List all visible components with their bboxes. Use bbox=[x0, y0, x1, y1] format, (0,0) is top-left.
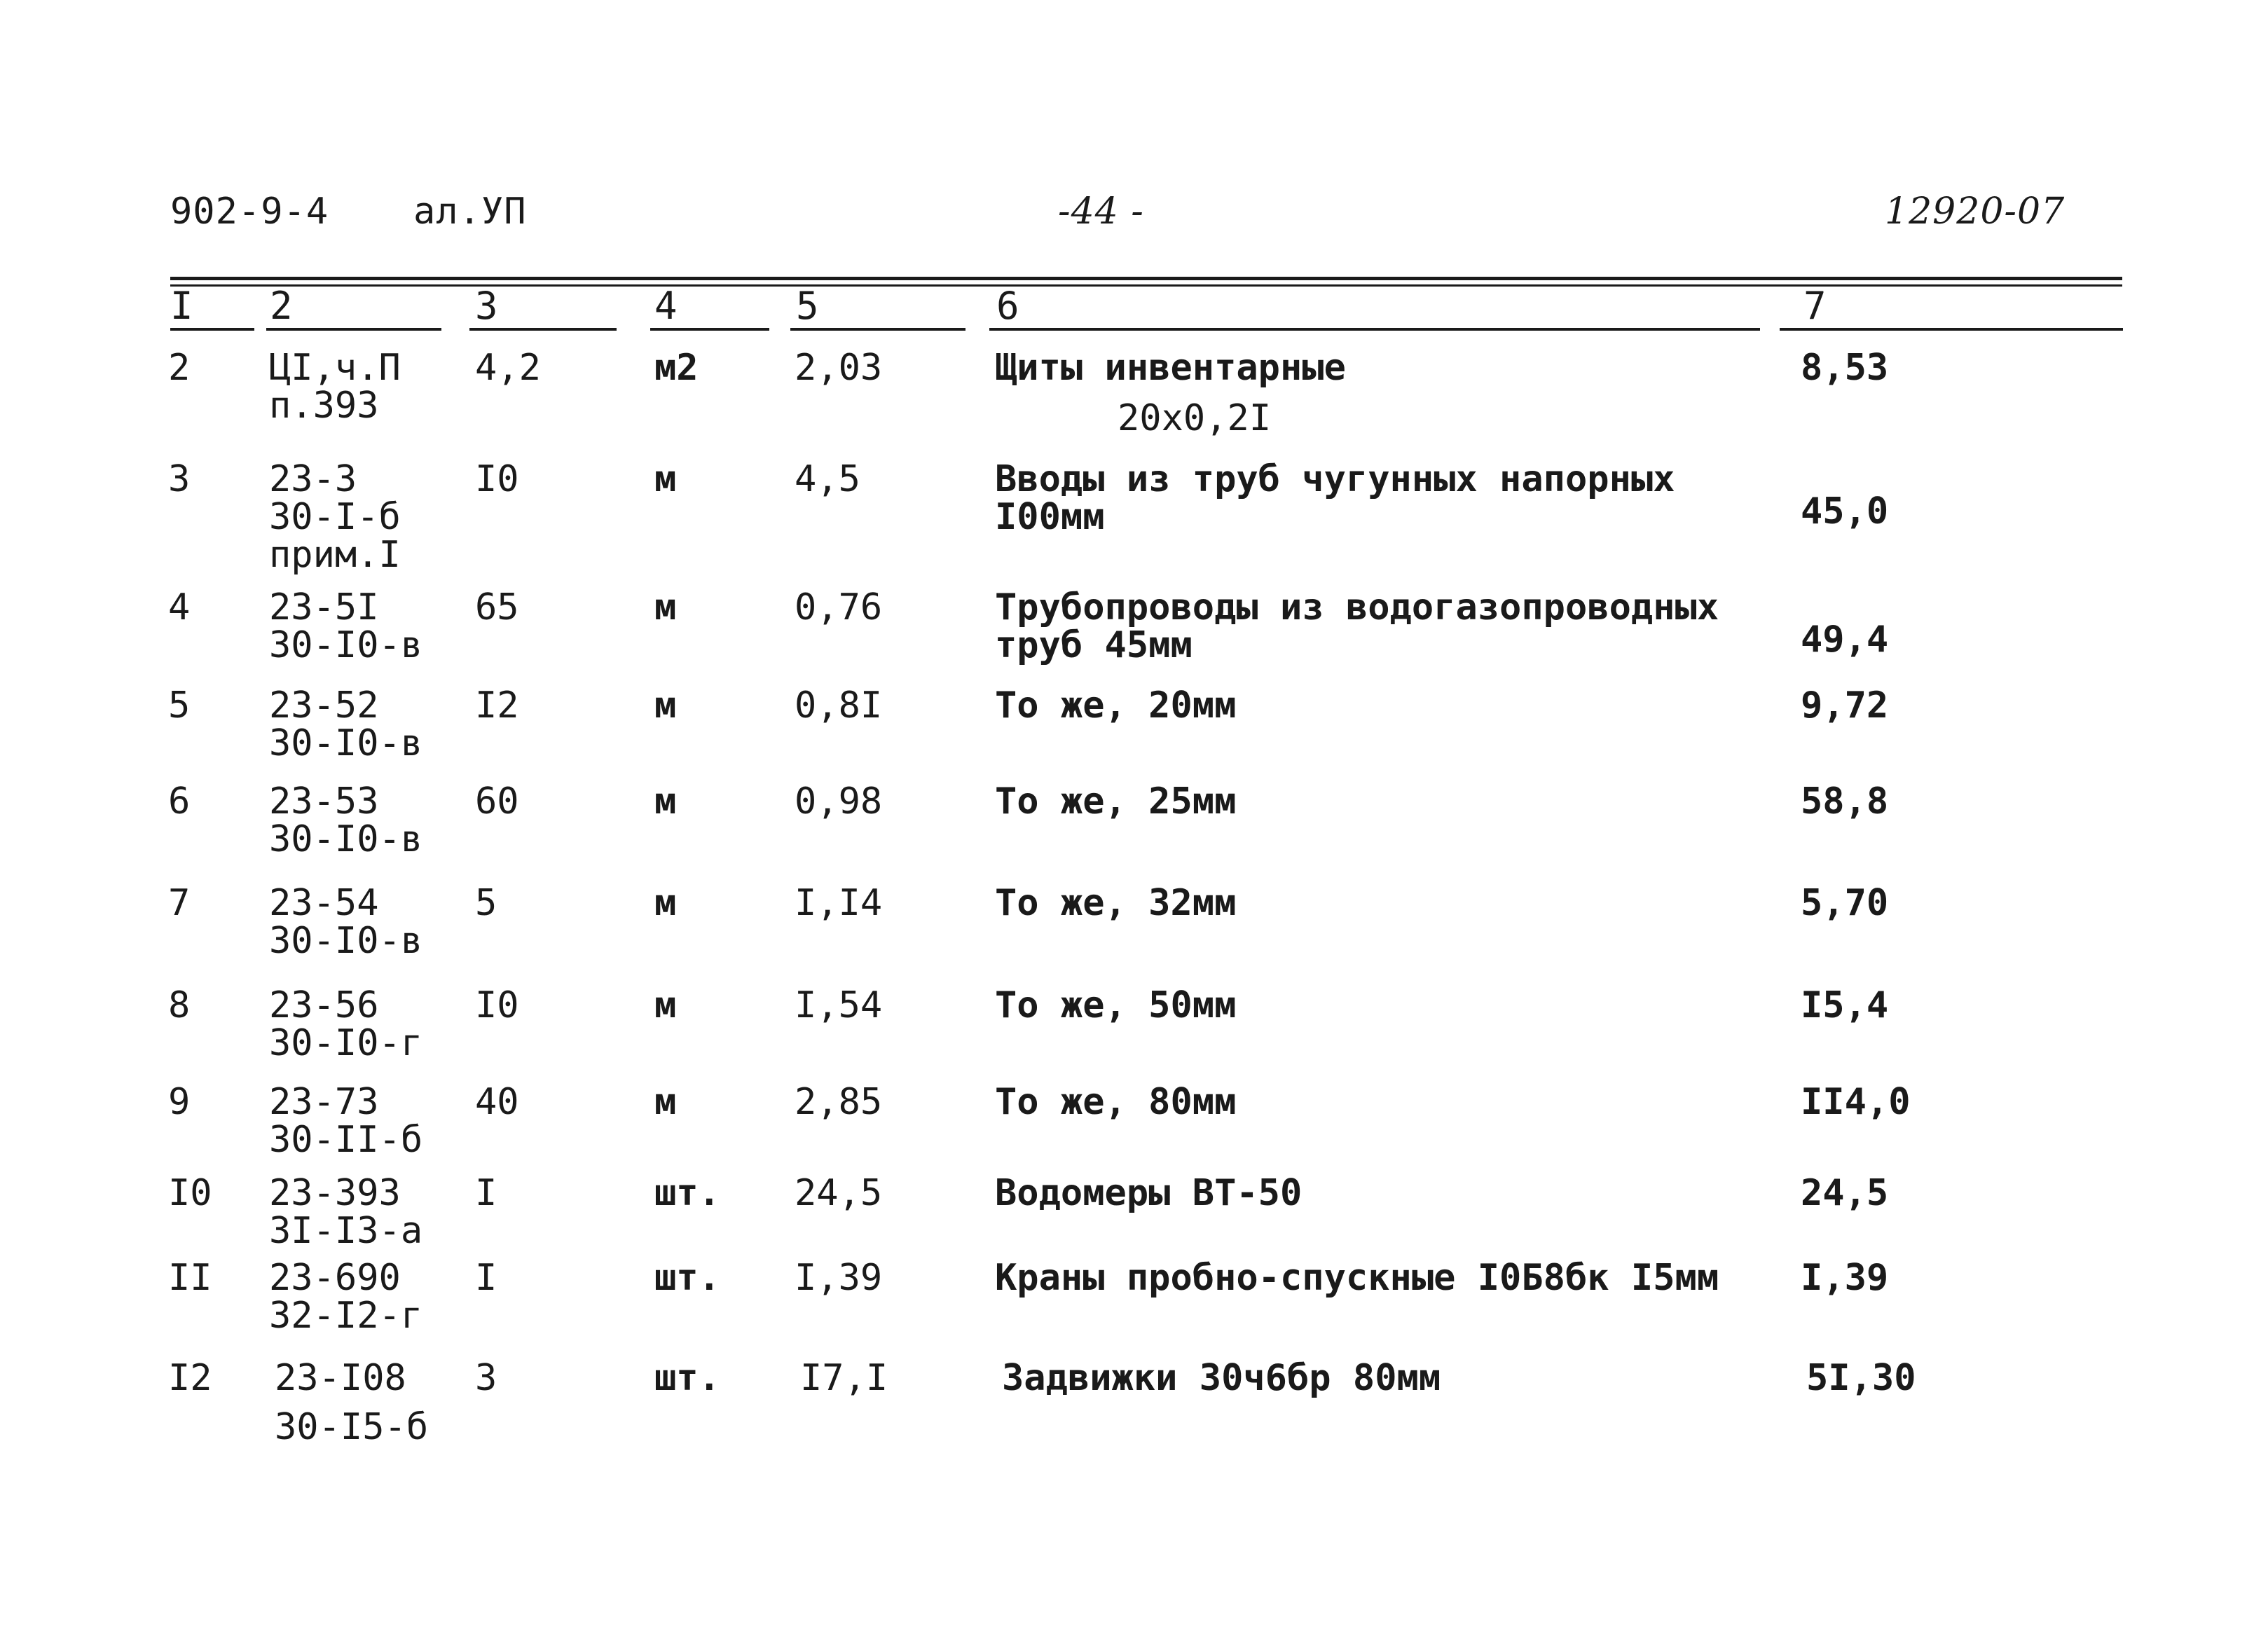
row-unit: м bbox=[654, 684, 677, 727]
header-underline bbox=[469, 328, 617, 331]
row-code: 23-690 32-I2-г bbox=[269, 1257, 423, 1337]
row-quantity: I0 bbox=[475, 458, 519, 500]
row-code: 23-56 30-I0-г bbox=[269, 984, 423, 1064]
row-total: II4,0 bbox=[1801, 1081, 1911, 1123]
row-code: 23-53 30-I0-в bbox=[269, 780, 423, 860]
row-total: 58,8 bbox=[1801, 780, 1889, 823]
row-unit: м2 bbox=[654, 347, 699, 389]
row-quantity: I bbox=[475, 1172, 497, 1214]
row-number: 5 bbox=[168, 684, 191, 727]
column-header-3: 3 bbox=[475, 284, 498, 328]
header-underline bbox=[266, 328, 441, 331]
row-total: 9,72 bbox=[1801, 684, 1889, 727]
row-quantity: I bbox=[475, 1257, 497, 1299]
row-unit: м bbox=[654, 1081, 677, 1123]
row-quantity: 60 bbox=[475, 780, 519, 823]
row-description: Вводы из труб чугунных напорных I00мм bbox=[995, 458, 1675, 538]
row-code: 23-393 3I-I3-а bbox=[269, 1172, 423, 1252]
row-number: II bbox=[168, 1257, 212, 1299]
row-unit-price: I7,I bbox=[800, 1357, 888, 1399]
row-total: 49,4 bbox=[1801, 619, 1889, 661]
header-underline bbox=[790, 328, 965, 331]
row-number: I0 bbox=[168, 1172, 212, 1214]
row-total: 5I,30 bbox=[1806, 1357, 1916, 1399]
row-total: I5,4 bbox=[1801, 984, 1889, 1026]
row-unit: м bbox=[654, 458, 677, 500]
row-unit: шт. bbox=[654, 1172, 720, 1214]
row-code: ЦI,ч.П п.393 bbox=[269, 347, 401, 427]
row-quantity: 3 bbox=[475, 1357, 497, 1399]
row-total: 8,53 bbox=[1801, 347, 1889, 389]
row-quantity: 65 bbox=[475, 586, 519, 628]
column-header-7: 7 bbox=[1803, 284, 1827, 328]
row-description: Задвижки 30ч6бр 80мм bbox=[1002, 1357, 1441, 1399]
column-header-2: 2 bbox=[270, 284, 293, 328]
row-quantity: 5 bbox=[475, 882, 497, 924]
row-unit-price: I,54 bbox=[795, 984, 883, 1026]
row-number: 7 bbox=[168, 882, 191, 924]
row-unit: м bbox=[654, 882, 677, 924]
row-unit: м bbox=[654, 984, 677, 1026]
row-total: I,39 bbox=[1801, 1257, 1889, 1299]
row-number: 3 bbox=[168, 458, 191, 500]
row-total: 24,5 bbox=[1801, 1172, 1889, 1214]
row-quantity: 4,2 bbox=[475, 347, 541, 389]
row-unit-price: 2,03 bbox=[795, 347, 883, 389]
row-total: 5,70 bbox=[1801, 882, 1889, 924]
column-header-4: 4 bbox=[654, 284, 678, 328]
row-number: 4 bbox=[168, 586, 191, 628]
row-description: Щиты инвентарные 20х0,2I bbox=[995, 347, 1346, 439]
row-code: 23-73 30-II-б bbox=[269, 1081, 423, 1161]
row-description: То же, 80мм bbox=[995, 1081, 1237, 1123]
column-header-5: 5 bbox=[796, 284, 819, 328]
column-header-6: 6 bbox=[996, 284, 1019, 328]
row-unit: шт. bbox=[654, 1357, 720, 1399]
row-quantity: I0 bbox=[475, 984, 519, 1026]
row-code: 23-54 30-I0-в bbox=[269, 882, 423, 962]
row-number: I2 bbox=[168, 1357, 212, 1399]
row-total: 45,0 bbox=[1801, 490, 1889, 532]
row-unit-price: 4,5 bbox=[795, 458, 860, 500]
row-unit-price: 2,85 bbox=[795, 1081, 883, 1123]
row-unit-price: 24,5 bbox=[795, 1172, 883, 1214]
row-unit: м bbox=[654, 780, 677, 823]
header-underline bbox=[989, 328, 1760, 331]
row-code: 23-3 30-I-б прим.I bbox=[269, 458, 401, 576]
inventory-number: 12920-07 bbox=[1885, 191, 2066, 233]
column-header-1: I bbox=[170, 284, 193, 328]
row-number: 2 bbox=[168, 347, 191, 389]
row-code: 23-5I 30-I0-в bbox=[269, 586, 423, 666]
row-unit-price: I,I4 bbox=[795, 882, 883, 924]
header-underline bbox=[650, 328, 769, 331]
row-description: Водомеры ВТ-50 bbox=[995, 1172, 1303, 1214]
header-rule-top bbox=[170, 277, 2122, 280]
row-number: 9 bbox=[168, 1081, 191, 1123]
row-code: 23-I08 30-I5-б bbox=[275, 1357, 429, 1448]
page-number: -44 - bbox=[1058, 191, 1144, 233]
row-description: То же, 25мм bbox=[995, 780, 1237, 823]
row-description: То же, 32мм bbox=[995, 882, 1237, 924]
header-underline bbox=[1780, 328, 2123, 331]
row-unit-price: 0,8I bbox=[795, 684, 883, 727]
row-description: То же, 20мм bbox=[995, 684, 1237, 727]
row-unit: м bbox=[654, 586, 677, 628]
row-quantity: I2 bbox=[475, 684, 519, 727]
row-description: Краны пробно-спускные I0Б8бк I5мм bbox=[995, 1257, 1719, 1299]
row-unit-price: 0,76 bbox=[795, 586, 883, 628]
row-unit: шт. bbox=[654, 1257, 720, 1299]
row-number: 6 bbox=[168, 780, 191, 823]
row-number: 8 bbox=[168, 984, 191, 1026]
header-underline bbox=[170, 328, 254, 331]
row-description: Трубопроводы из водогазопроводных труб 45мм bbox=[995, 586, 1719, 666]
album-label: ал.УП bbox=[413, 191, 527, 233]
row-code: 23-52 30-I0-в bbox=[269, 684, 423, 764]
header-rule-bottom bbox=[170, 284, 2122, 287]
row-unit-price: 0,98 bbox=[795, 780, 883, 823]
row-description: То же, 50мм bbox=[995, 984, 1237, 1026]
doc-number: 902-9-4 bbox=[170, 191, 329, 233]
row-quantity: 40 bbox=[475, 1081, 519, 1123]
row-unit-price: I,39 bbox=[795, 1257, 883, 1299]
